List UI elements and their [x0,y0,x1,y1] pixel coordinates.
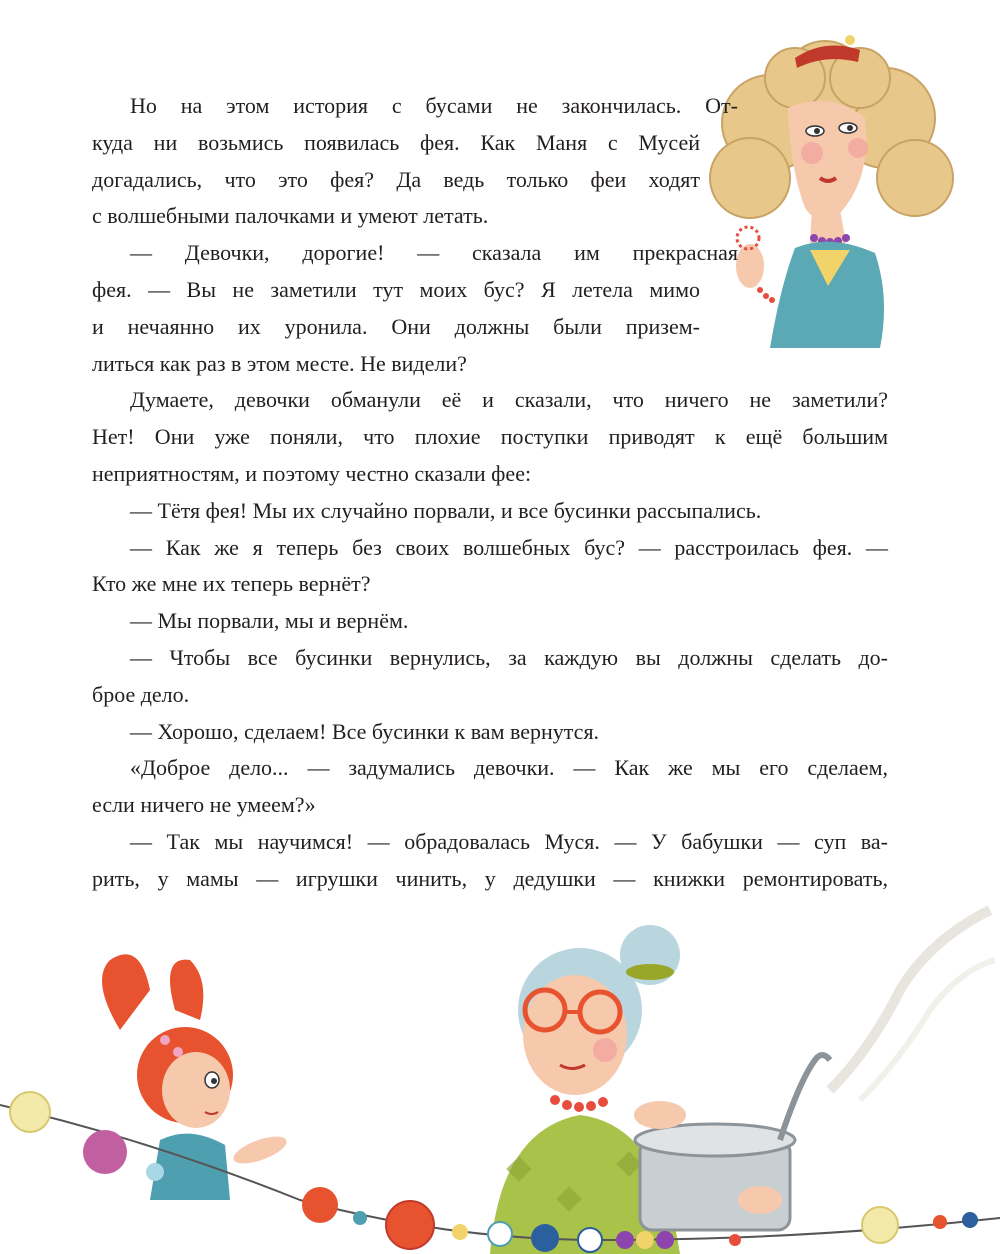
text-line: — Хорошо, сделаем! Все бусинки к вам вернутся. [130,718,600,744]
girl-illustration [102,954,290,1200]
text-line: — Девочки, дорогие! — сказала им прекрасная [130,240,738,266]
text-line: — Чтобы все бусинки вернулись, за каждую вы должны сделать до- [130,644,888,670]
grandmother-illustration [490,925,830,1254]
bead-string [0,1092,1000,1252]
text-line: с волшебными палочками и умеют летать. [92,203,489,229]
text-line: — Тётя фея! Мы их случайно порвали, и все бусинки рассыпались. [130,497,762,523]
text-line: и нечаянно их уронила. Они должны были призем- [92,313,700,339]
text-line: — Мы порвали, мы и вернём. [130,608,409,634]
text-line: неприятностям, и поэтому честно сказали фее: [92,460,532,486]
text-line: Но на этом история с бусами не закончилась. От- [130,93,738,118]
text-line: брое дело. [92,681,190,707]
text-line: куда ни возьмись появилась фея. Как Маня с Мусей [92,129,700,155]
text-line: если ничего не умеем?» [92,792,316,818]
bottom-illustration [0,900,1000,1254]
text-line: Кто же мне их теперь вернёт? [92,571,371,597]
text-line: догадались, что это фея? Да ведь только феи ходят [92,166,700,192]
text-line: Думаете, девочки обманули её и сказали, что ничего не заметили? [130,387,888,413]
text-line: — Так мы научимся! — обрадовалась Муся. — У бабушки — суп ва- [130,828,888,854]
text-line: «Доброе дело... — задумались девочки. — Как же мы его сделаем, [130,755,888,781]
text-line: Нет! Они уже поняли, что плохие поступки приводят к ещё большим [92,424,888,450]
story-text [92,88,888,898]
text-line: фея. — Вы не заметили тут моих бус? Я летела мимо [92,276,700,302]
text-line: — Как же я теперь без своих волшебных бус? — расстроилась фея. — [130,534,888,560]
text-line: литься как раз в этом месте. Не видели? [92,350,467,376]
text-line: рить, у мамы — игрушки чинить, у дедушки — книжки ремонтировать, [92,865,888,891]
